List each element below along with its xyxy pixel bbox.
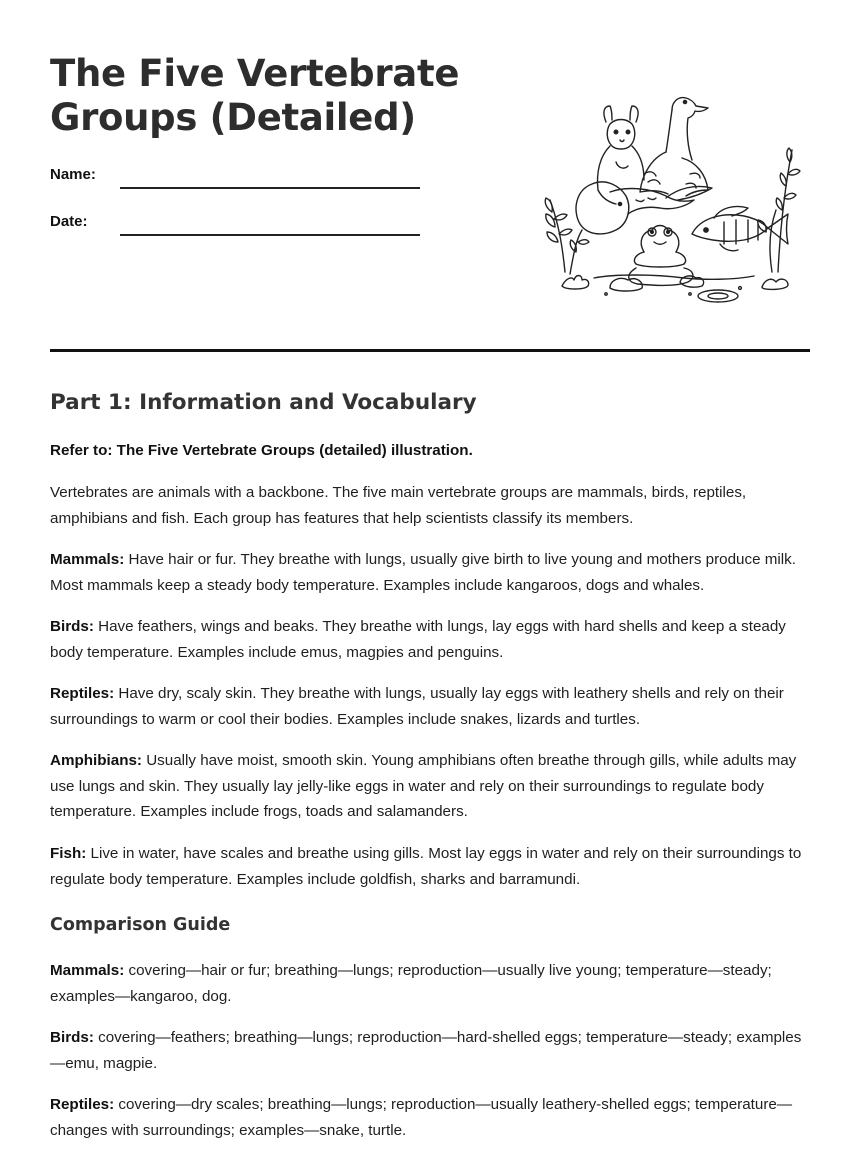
section-divider xyxy=(50,349,810,352)
comparison-mammals xyxy=(50,958,812,1009)
comparison-reptiles xyxy=(50,1092,812,1143)
fish-icon xyxy=(692,206,788,250)
group-term: Mammals: xyxy=(50,551,125,568)
group-fish xyxy=(50,841,812,892)
lizard-rock-icon xyxy=(576,182,712,234)
group-text: Have dry, scaly skin. They breathe with lungs, usually lay eggs with leathery shells and rely on their surroundings to warm or cool their bodies. Examples include snakes, lizards and turtles. xyxy=(50,685,784,728)
name-field[interactable] xyxy=(120,187,420,189)
date-label: Date: xyxy=(50,213,88,230)
plant-right-icon xyxy=(758,148,800,289)
comparison-heading: Comparison Guide xyxy=(50,915,231,935)
group-term: Fish: xyxy=(50,845,87,862)
group-term: Reptiles: xyxy=(50,685,115,702)
group-text: Usually have moist, smooth skin. Young amphibians often breathe through gills, while adults may use lungs and skin. They usually lay jelly-like eggs in water and rely on their surroundings to regulate body temperature. Examples include frogs, toads and salamanders. xyxy=(50,752,797,820)
group-term: Birds: xyxy=(50,618,94,635)
group-text: Have feathers, wings and beaks. They breathe with lungs, lay eggs with hard shells and keep a steady body temperature. Examples include emus, magpies and penguins. xyxy=(50,618,786,661)
part1-heading: Part 1: Information and Vocabulary xyxy=(50,390,477,415)
pond-icon xyxy=(594,275,754,302)
comparison-birds xyxy=(50,1025,812,1076)
vertebrate-animals-illustration xyxy=(540,82,810,314)
group-amphibians xyxy=(50,748,812,825)
comparison-text: covering—hair or fur; breathing—lungs; reproduction—usually live young; temperature—steady; examples—kangaroo, dog. xyxy=(50,962,772,1005)
page-title: The Five Vertebrate Groups (Detailed) xyxy=(50,52,460,139)
date-field[interactable] xyxy=(120,234,420,236)
comparison-term: Reptiles: xyxy=(50,1096,115,1113)
group-birds xyxy=(50,614,812,665)
comparison-term: Mammals: xyxy=(50,962,125,979)
comparison-term: Birds: xyxy=(50,1029,94,1046)
name-label: Name: xyxy=(50,166,96,183)
group-text: Live in water, have scales and breathe using gills. Most lay eggs in water and rely on their surroundings to regulate body temperature. Examples include goldfish, sharks and barramundi. xyxy=(50,845,802,888)
refer-note: Refer to: The Five Vertebrate Groups (detailed) illustration. xyxy=(50,442,473,459)
group-reptiles xyxy=(50,681,812,732)
group-text: Have hair or fur. They breathe with lungs, usually give birth to live young and mothers produce milk. Most mammals keep a steady body temperature. Examples include kangaroos, dogs and whales. xyxy=(50,551,796,594)
group-mammals xyxy=(50,547,812,598)
comparison-text: covering—feathers; breathing—lungs; reproduction—hard-shelled eggs; temperature—steady; examples—emu, magpie. xyxy=(50,1029,802,1072)
group-term: Amphibians: xyxy=(50,752,142,769)
intro-paragraph: Vertebrates are animals with a backbone. The five main vertebrate groups are mammals, birds, reptiles, amphibians and fish. Each group has features that help scientists classify its members. xyxy=(50,484,747,527)
emu-icon xyxy=(640,98,708,196)
plant-left-icon xyxy=(545,198,589,289)
comparison-text: covering—dry scales; breathing—lungs; reproduction—usually leathery-shelled eggs; temperature—changes with surroundings; examples—snake, turtle. xyxy=(50,1096,793,1139)
